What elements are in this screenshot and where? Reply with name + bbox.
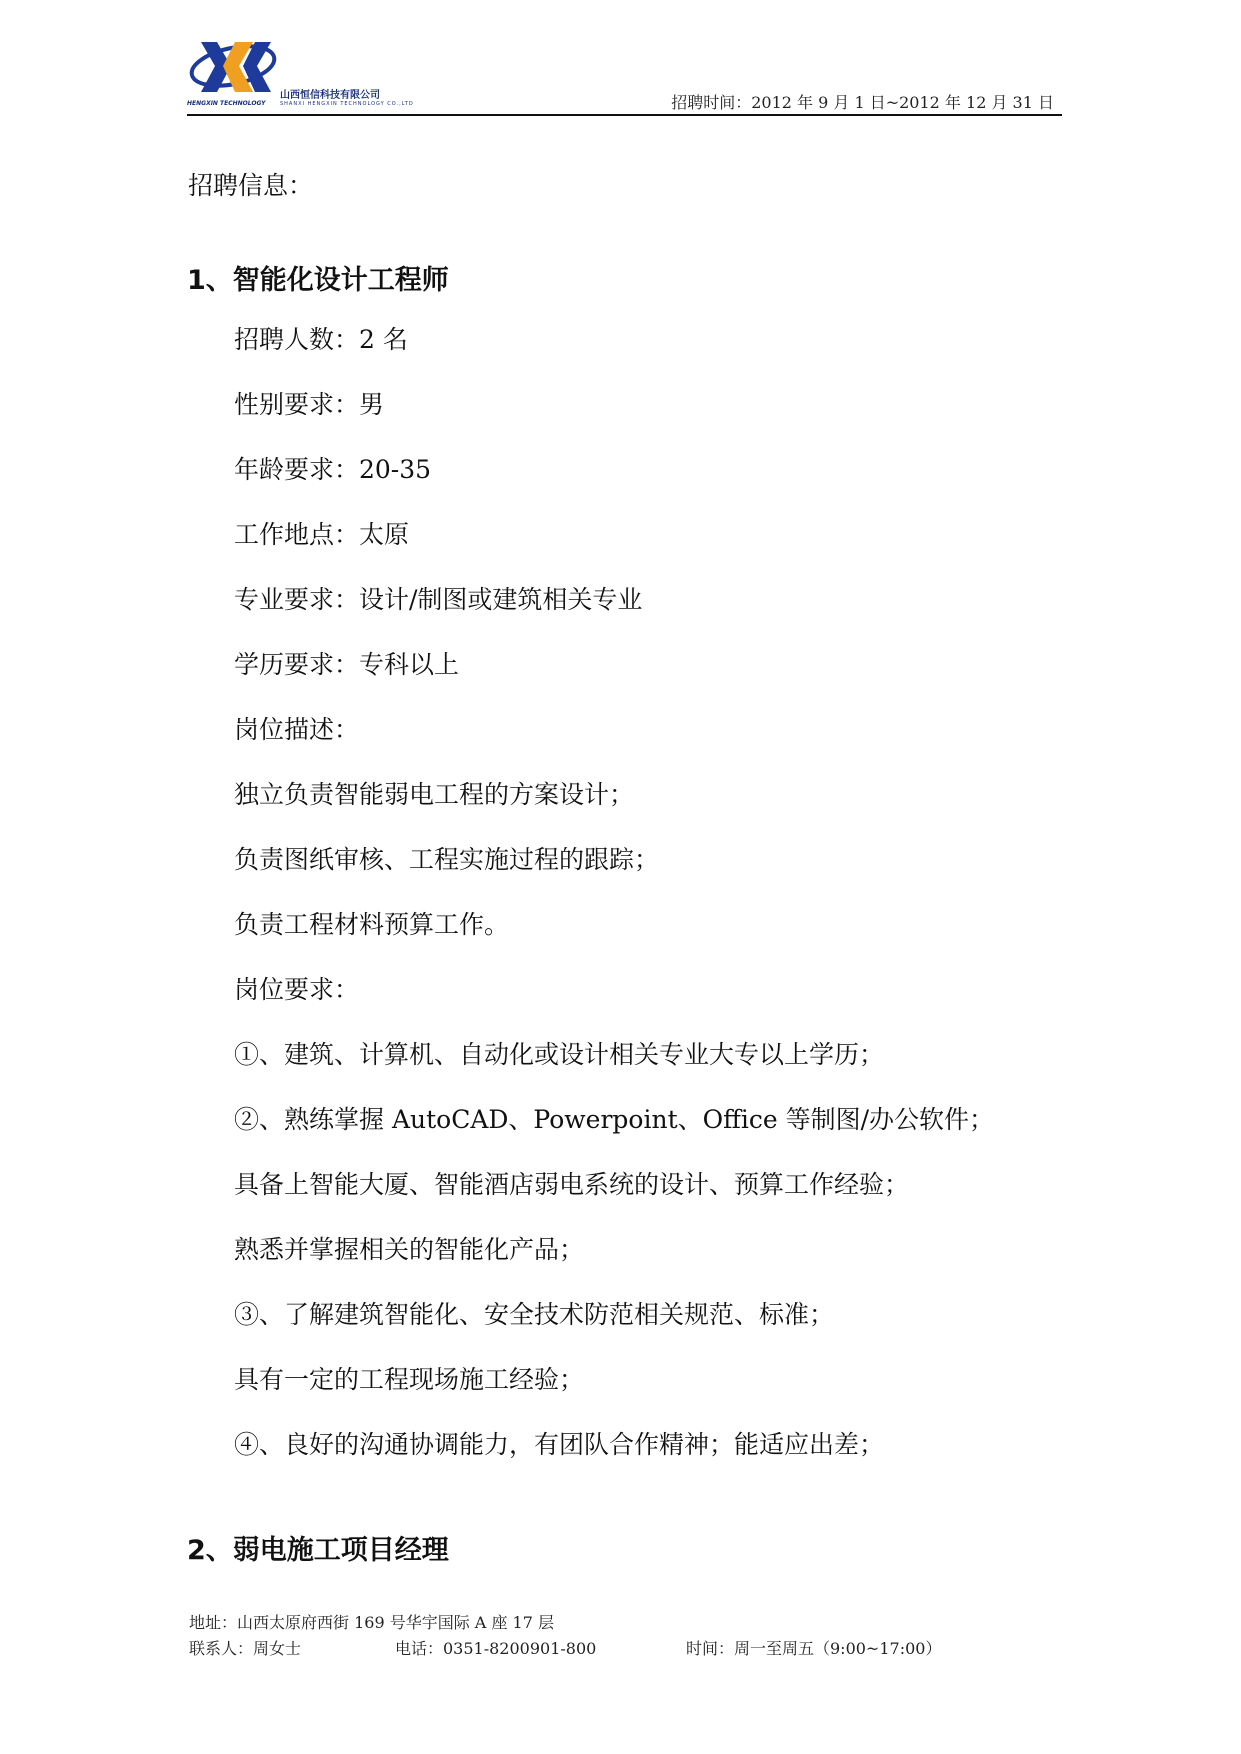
detail-line: ③、了解建筑智能化、安全技术防范相关规范、标准； xyxy=(234,1300,835,1329)
footer-contact-row xyxy=(189,1637,1089,1663)
detail-line: 性别要求：男 xyxy=(234,390,385,419)
detail-line: ①、建筑、计算机、自动化或设计相关专业大专以上学历； xyxy=(234,1040,885,1069)
detail-line: 岗位描述： xyxy=(234,715,360,744)
detail-line: 具有一定的工程现场施工经验； xyxy=(234,1365,585,1394)
detail-line: 具备上智能大厦、智能酒店弱电系统的设计、预算工作经验； xyxy=(234,1170,910,1199)
company-logo xyxy=(187,32,422,112)
job2-title: 2、弱电施工项目经理 xyxy=(187,1535,449,1566)
detail-line: 负责图纸审核、工程实施过程的跟踪； xyxy=(234,845,660,874)
detail-line: 工作地点：太原 xyxy=(234,520,410,549)
detail-line: 独立负责智能弱电工程的方案设计； xyxy=(234,780,635,809)
detail-line: 招聘人数：2 名 xyxy=(234,325,408,354)
detail-line: 学历要求：专科以上 xyxy=(234,650,460,679)
job1-title: 1、智能化设计工程师 xyxy=(187,265,449,296)
page-header xyxy=(187,32,1062,116)
detail-line: 岗位要求： xyxy=(234,975,360,1004)
detail-line: 负责工程材料预算工作。 xyxy=(234,910,510,939)
detail-line: 专业要求：设计/制图或建筑相关专业 xyxy=(234,585,643,614)
footer-address: 地址：山西太原府西街 169 号华宇国际 A 座 17 层 xyxy=(189,1613,554,1632)
recruit-period: 招聘时间：2012 年 9 月 1 日~2012 年 12 月 31 日 xyxy=(671,93,1054,112)
footer-contact: 联系人：周女士 xyxy=(189,1639,302,1658)
detail-line: 熟悉并掌握相关的智能化产品； xyxy=(234,1235,585,1264)
logo-english-subname: SHANXI HENGXIN TECHNOLOGY CO.,LTD xyxy=(280,101,414,107)
job1-details xyxy=(234,320,994,1490)
page-footer xyxy=(189,1611,1089,1663)
footer-phone: 电话：0351-8200901-800 xyxy=(395,1639,597,1658)
detail-line: ④、良好的沟通协调能力，有团队合作精神；能适应出差； xyxy=(234,1430,885,1459)
logo-company-name: 山西恒信科技有限公司 xyxy=(280,90,380,101)
footer-hours: 时间：周一至周五（9:00~17:00） xyxy=(686,1639,942,1658)
hengxin-logo-icon xyxy=(187,36,277,100)
detail-line: 年龄要求：20-35 xyxy=(234,455,432,484)
logo-english-name: HENGXIN TECHNOLOGY xyxy=(187,100,266,107)
intro-heading: 招聘信息： xyxy=(188,171,314,200)
detail-line: ②、熟练掌握 AutoCAD、Powerpoint、Office 等制图/办公软件； xyxy=(234,1105,995,1134)
